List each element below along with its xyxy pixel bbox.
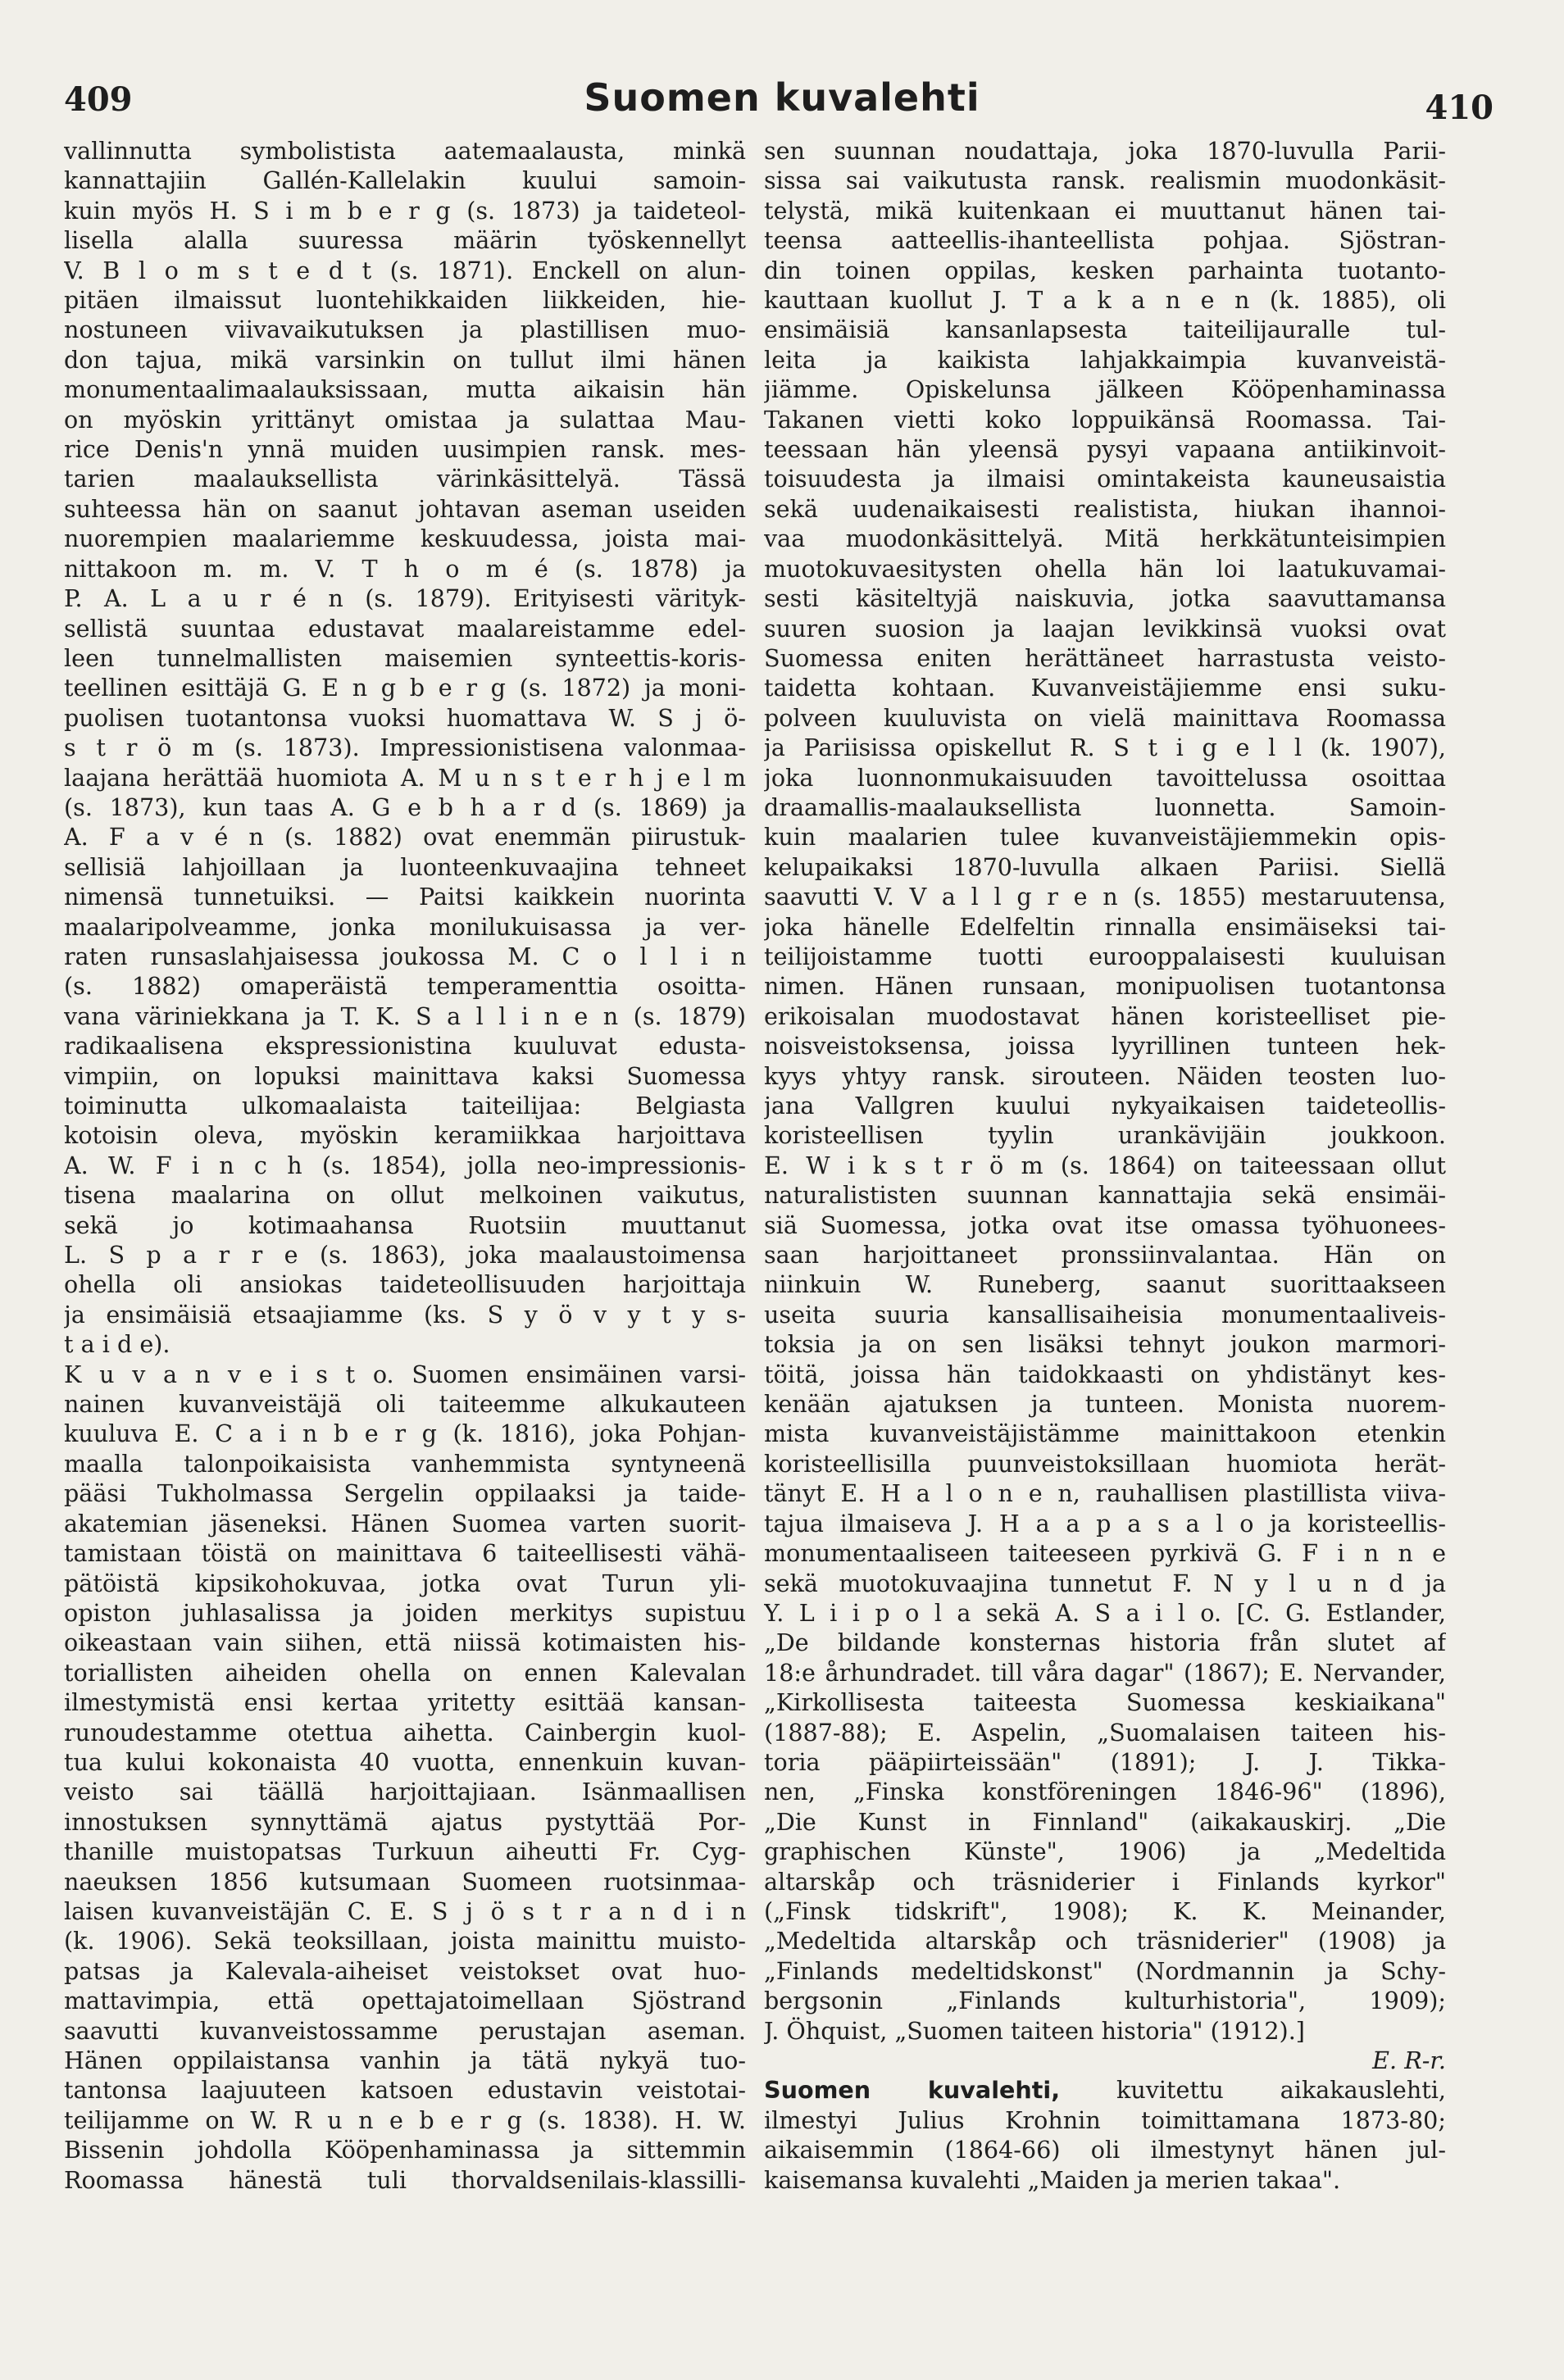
text-line: opiston juhlasalissa ja joiden merkitys supistuu [64, 1598, 746, 1627]
next-entry-line: kaisemansa kuvalehti „Maiden ja merien takaa". [764, 2165, 1341, 2194]
text-line: sellistä suuntaa edustavat maalareistamme edel- [64, 614, 746, 643]
text-line: kannattajiin Gallén-Kallelakin kuului samoin- [64, 166, 746, 195]
text-line: töitä, joissa hän taidokkaasti on yhdistänyt kes- [764, 1360, 1446, 1388]
text-line: sesti käsiteltyjä naiskuvia, jotka saavuttamansa [764, 584, 1446, 613]
text-line: sen suunnan noudattaja, joka 1870-luvulla Parii- [764, 137, 1446, 165]
text-line: Hänen oppilaistansa vanhin ja tätä nykyä tuo- [64, 2046, 746, 2074]
text-line: „Kirkollisesta taiteesta Suomessa keskiaikana" [764, 1688, 1446, 1717]
text-line: toria pääpiirteissään" (1891); J. J. Tikka- [764, 1747, 1446, 1776]
text-line: nen, „Finska konstföreningen 1846-96" (1896), [764, 1778, 1446, 1806]
text-line: L. S p a r r e (s. 1863), joka maalaustoimensa [64, 1241, 746, 1269]
text-line: rice Denis'n ynnä muiden uusimpien ransk. mes- [64, 435, 746, 464]
text-line: tarien maalauksellista värinkäsittelyä. Tässä [64, 465, 746, 493]
text-line: telystä, mikä kuitenkaan ei muuttanut hänen tai- [764, 196, 1446, 225]
text-line: kotoisin oleva, myöskin keramiikkaa harjoittava [64, 1121, 746, 1150]
text-line: tänyt E. H a l o n e n, rauhallisen plastillista viiva- [764, 1479, 1446, 1508]
text-line: („Finsk tidskrift", 1908); K. K. Meinander, [764, 1896, 1446, 1925]
text-line: kuuluva E. C a i n b e r g (k. 1816), joka Pohjan- [64, 1419, 746, 1448]
text-line: Takanen vietti koko loppuikänsä Roomassa. Tai- [764, 405, 1446, 434]
left-column [64, 136, 746, 2316]
text-line: kyys yhtyy ransk. sirouteen. Näiden teosten luo- [764, 1061, 1446, 1090]
text-line: tua kului kokonaista 40 vuotta, ennenkuin kuvan- [64, 1747, 746, 1776]
text-line: koristeellisilla puunveistoksillaan huomiota herät- [764, 1449, 1446, 1478]
text-line: monumentaaliseen taiteeseen pyrkivä G. F i n n e [764, 1539, 1446, 1568]
text-line: K u v a n v e i s t o. Suomen ensimäinen varsi- [64, 1360, 746, 1388]
text-line: „De bildande konsternas historia från slutet af [764, 1628, 1446, 1657]
text-line: muotokuvaesitysten ohella hän loi laatukuvamai- [764, 554, 1446, 583]
text-line: polveen kuuluvista on vielä mainittava Roomassa [764, 703, 1446, 732]
text-line: monumentaalimaalauksissaan, mutta aikaisin hän [64, 375, 746, 404]
text-line: on myöskin yrittänyt omistaa ja sulattaa Mau- [64, 405, 746, 434]
text-line: kuin myös H. S i m b e r g (s. 1873) ja taideteol- [64, 196, 746, 225]
text-line: „Die Kunst in Finnland" (aikakauskirj. „Die [764, 1807, 1446, 1836]
text-line: joka luonnonmukaisuuden tavoittelussa osoittaa [764, 763, 1446, 792]
text-line: saavutti V. V a l l g r e n (s. 1855) mestaruutensa, [764, 883, 1446, 911]
text-line: ja ensimäisiä etsaajiamme (ks. S y ö v y t y s- [64, 1300, 746, 1329]
text-line: joka hänelle Edelfeltin rinnalla ensimäiseksi tai- [764, 912, 1446, 941]
text-line: tantonsa laajuuteen katsoen edustavin veistotai- [64, 2076, 746, 2105]
text-line: saan harjoittaneet pronssiinvalantaa. Hän on [764, 1241, 1446, 1269]
text-line: ensimäisiä kansanlapsesta taiteilijauralle tul- [764, 316, 1446, 344]
next-entry-line: aikaisemmin (1864-66) oli ilmestynyt hänen jul- [764, 2136, 1446, 2164]
text-line: suhteessa hän on saanut johtavan aseman useiden [64, 494, 746, 523]
text-line: (k. 1906). Sekä teoksillaan, joista mainittu muisto- [64, 1927, 746, 1955]
text-line: teensa aatteellis-ihanteellista pohjaa. Sjöstran- [764, 226, 1446, 255]
text-line: noisveistoksensa, joissa lyyrillinen tunteen hek- [764, 1032, 1446, 1061]
text-line: tajua ilmaiseva J. H a a p a s a l o ja koristeellis- [764, 1509, 1446, 1537]
text-line: V. B l o m s t e d t (s. 1871). Enckell on alun- [64, 256, 746, 284]
text-line: Y. L i i p o l a sekä A. S a i l o. [C. G. Estlander, [764, 1598, 1446, 1627]
text-line: taidetta kohtaan. Kuvanveistäjiemme ensi suku- [764, 674, 1446, 702]
text-line: patsas ja Kalevala-aiheiset veistokset ovat huo- [64, 1956, 746, 1985]
text-line: nimensä tunnetuiksi. — Paitsi kaikkein nuorinta [64, 883, 746, 911]
text-line: tamistaan töistä on mainittava 6 taiteellisesti vähä- [64, 1539, 746, 1568]
text-line: 18:e århundradet. till våra dagar" (1867); E. Nervander, [764, 1658, 1446, 1687]
text-line: kenään ajatuksen ja tunteen. Monista nuorem- [764, 1390, 1446, 1419]
text-line: Roomassa hänestä tuli thorvaldsenilais-klassilli- [64, 2165, 746, 2194]
text-line: siä Suomessa, jotka ovat itse omassa työhuonees- [764, 1210, 1446, 1239]
text-line: naturalististen suunnan kannattajia sekä ensimäi- [764, 1181, 1446, 1210]
text-line: altarskåp och träsniderier i Finlands kyrkor" [764, 1867, 1446, 1896]
text-line: E. W i k s t r ö m (s. 1864) on taiteessaan ollut [764, 1151, 1446, 1179]
text-line: innostuksen synnyttämä ajatus pystyttää Por- [64, 1807, 746, 1836]
text-line: pätöistä kipsikohokuvaa, jotka ovat Turun yli- [64, 1569, 746, 1597]
text-line: Bissenin johdolla Kööpenhaminassa ja sittemmin [64, 2136, 746, 2164]
text-line: don tajua, mikä varsinkin on tullut ilmi hänen [64, 345, 746, 374]
text-line: „Finlands medeltidskonst" (Nordmannin ja Schy- [764, 1956, 1446, 1985]
text-line: nimen. Hänen runsaan, monipuolisen tuotantonsa [764, 972, 1446, 1001]
text-line: useita suuria kansallisaiheisia monumentaaliveis- [764, 1300, 1446, 1329]
text-line: lisella alalla suuressa määrin työskennellyt [64, 226, 746, 255]
text-line: toisuudesta ja ilmaisi omintakeista kauneusaistia [764, 465, 1446, 493]
text-line: pääsi Tukholmassa Sergelin oppilaaksi ja taide- [64, 1479, 746, 1508]
text-line: laajana herättää huomiota A. M u n s t e r h j e l m [64, 763, 746, 792]
next-entry-headword: Suomen kuvalehti, [764, 2076, 1061, 2105]
text-line: suuren suosion ja laajan levikkinsä vuoksi ovat [764, 614, 1446, 643]
text-line: raten runsaslahjaisessa joukossa M. C o l l i n [64, 942, 746, 970]
text-line: kelupaikaksi 1870-luvulla alkaen Pariisi. Siellä [764, 852, 1446, 881]
text-line: veisto sai täällä harjoittajiaan. Isänmaallisen [64, 1778, 746, 1806]
text-line: naeuksen 1856 kutsumaan Suomeen ruotsinmaa- [64, 1867, 746, 1896]
text-line: vaa muodonkäsittelyä. Mitä herkkätunteisimpien [764, 525, 1446, 553]
text-line: jana Vallgren kuului nykyaikaisen taideteollis- [764, 1092, 1446, 1120]
page-number-right: 410 [1425, 89, 1494, 127]
text-line: A. W. F i n c h (s. 1854), jolla neo-impressionis- [64, 1151, 746, 1179]
text-line: ohella oli ansiokas taideteollisuuden harjoittaja [64, 1270, 746, 1299]
text-line: jiämme. Opiskelunsa jälkeen Kööpenhaminassa [764, 375, 1446, 404]
text-line: maalaripolveamme, jonka monilukuisassa ja ver- [64, 912, 746, 941]
text-line: graphischen Künste", 1906) ja „Medeltida [764, 1837, 1446, 1866]
article-signature: E. R-r. [1372, 2046, 1446, 2074]
running-title: Suomen kuvalehti [584, 75, 980, 120]
text-line: ja Pariisissa opiskellut R. S t i g e l l (k. 1907), [764, 734, 1446, 762]
text-line: nainen kuvanveistäjä oli taiteemme alkukauteen [64, 1390, 746, 1419]
text-line: bergsonin „Finlands kulturhistoria", 1909); [764, 1987, 1446, 2015]
text-line: niinkuin W. Runeberg, saanut suorittaakseen [764, 1270, 1446, 1299]
text-line: A. F a v é n (s. 1882) ovat enemmän piirustuk- [64, 823, 746, 852]
text-line: t a i d e). [64, 1330, 170, 1359]
text-line: sekä muotokuvaajina tunnetut F. N y l u n d ja [764, 1569, 1446, 1597]
text-line: puolisen tuotantonsa vuoksi huomattava W. S j ö- [64, 703, 746, 732]
right-column-lines [764, 136, 1446, 2046]
text-line: vana väriniekkana ja T. K. S a l l i n e n (s. 1879) [64, 1002, 746, 1030]
text-line: oikeastaan vain siihen, että niissä kotimaisten his- [64, 1628, 746, 1657]
text-line: leita ja kaikista lahjakkaimpia kuvanveistä- [764, 345, 1446, 374]
text-line: sellisiä lahjoillaan ja luonteenkuvaajina tehneet [64, 852, 746, 881]
text-line: sissa sai vaikutusta ransk. realismin muodonkäsit- [764, 166, 1446, 195]
text-line: toriallisten aiheiden ohella on ennen Kalevalan [64, 1658, 746, 1687]
next-entry-first-line [764, 2075, 1446, 2105]
text-line: kuin maalarien tulee kuvanveistäjiemmekin opis- [764, 823, 1446, 852]
text-line: toksia ja on sen lisäksi tehnyt joukon marmori- [764, 1330, 1446, 1359]
text-line: radikaalisena ekspressionistina kuuluvat edusta- [64, 1032, 746, 1061]
text-line: J. Öhquist, „Suomen taiteen historia" (1912).] [764, 2016, 1305, 2045]
text-line: Suomessa eniten herättäneet harrastusta veisto- [764, 643, 1446, 672]
text-line: runoudestamme otettua aihetta. Cainbergin kuol- [64, 1718, 746, 1746]
text-line: vimpiin, on lopuksi mainittava kaksi Suomessa [64, 1061, 746, 1090]
text-line: maalla talonpoikaisista vanhemmista syntyneenä [64, 1449, 746, 1478]
text-line: toiminutta ulkomaalaista taiteilijaa: Belgiasta [64, 1092, 746, 1120]
text-line: mista kuvanveistäjistämme mainittakoon etenkin [764, 1419, 1446, 1448]
text-line: laisen kuvanveistäjän C. E. S j ö s t r a n d i n [64, 1896, 746, 1925]
text-line: tisena maalarina on ollut melkoinen vaikutus, [64, 1181, 746, 1210]
text-line: thanille muistopatsas Turkuun aiheutti Fr. Cyg- [64, 1837, 746, 1866]
text-line: mattavimpia, että opettajatoimellaan Sjöstrand [64, 1987, 746, 2015]
text-line: din toinen oppilas, kesken parhainta tuotanto- [764, 256, 1446, 284]
text-line: erikoisalan muodostavat hänen koristeelliset pie- [764, 1002, 1446, 1030]
text-line: teilijoistamme tuotti eurooppalaisesti kuuluisan [764, 942, 1446, 970]
text-line: kauttaan kuollut J. T a k a n e n (k. 1885), oli [764, 286, 1446, 315]
text-line: „Medeltida altarskåp och träsniderier" (1908) ja [764, 1927, 1446, 1955]
text-line: sekä uudenaikaisesti realistista, hiukan ihannoi- [764, 494, 1446, 523]
text-line: teessaan hän yleensä pysyi vapaana antiikinvoit- [764, 435, 1446, 464]
text-line: (s. 1882) omaperäistä temperamenttia osoitta- [64, 972, 746, 1001]
text-line: nittakoon m. m. V. T h o m é (s. 1878) ja [64, 554, 746, 583]
text-line: akatemian jäseneksi. Hänen Suomea varten suorit- [64, 1509, 746, 1537]
next-entry-line: kuvitettu aikakauslehti, [1116, 2076, 1446, 2105]
text-line: (s. 1873), kun taas A. G e b h a r d (s. 1869) ja [64, 793, 746, 821]
text-line: ilmestymistä ensi kertaa yritetty esittää kansan- [64, 1688, 746, 1717]
next-entry-line: ilmestyi Julius Krohnin toimittamana 1873-80; [764, 2105, 1446, 2134]
text-line: saavutti kuvanveistossamme perustajan aseman. [64, 2016, 746, 2045]
text-line: P. A. L a u r é n (s. 1879). Erityisesti värityk- [64, 584, 746, 613]
right-column [764, 136, 1446, 2316]
text-line: teellinen esittäjä G. E n g b e r g (s. 1872) ja moni- [64, 674, 746, 702]
text-line: teilijamme on W. R u n e b e r g (s. 1838). H. W. [64, 2105, 746, 2134]
text-line: vallinnutta symbolistista aatemaalausta, minkä [64, 137, 746, 165]
text-line: nuorempien maalariemme keskuudessa, joista mai- [64, 525, 746, 553]
page-header [0, 0, 1564, 156]
text-line: draamallis-maalauksellista luonnetta. Samoin- [764, 793, 1446, 821]
text-line: s t r ö m (s. 1873). Impressionistisena valonmaa- [64, 734, 746, 762]
text-line: (1887-88); E. Aspelin, „Suomalaisen taiteen his- [764, 1718, 1446, 1746]
page-number-left: 409 [64, 80, 133, 119]
text-line: sekä jo kotimaahansa Ruotsiin muuttanut [64, 1210, 746, 1239]
text-line: leen tunnelmallisten maisemien synteettis-koris- [64, 643, 746, 672]
text-line: pitäen ilmaissut luontehikkaiden liikkeiden, hie- [64, 286, 746, 315]
text-line: koristeellisen tyylin urankävijäin joukkoon. [764, 1121, 1446, 1150]
text-line: nostuneen viivavaikutuksen ja plastillisen muo- [64, 316, 746, 344]
